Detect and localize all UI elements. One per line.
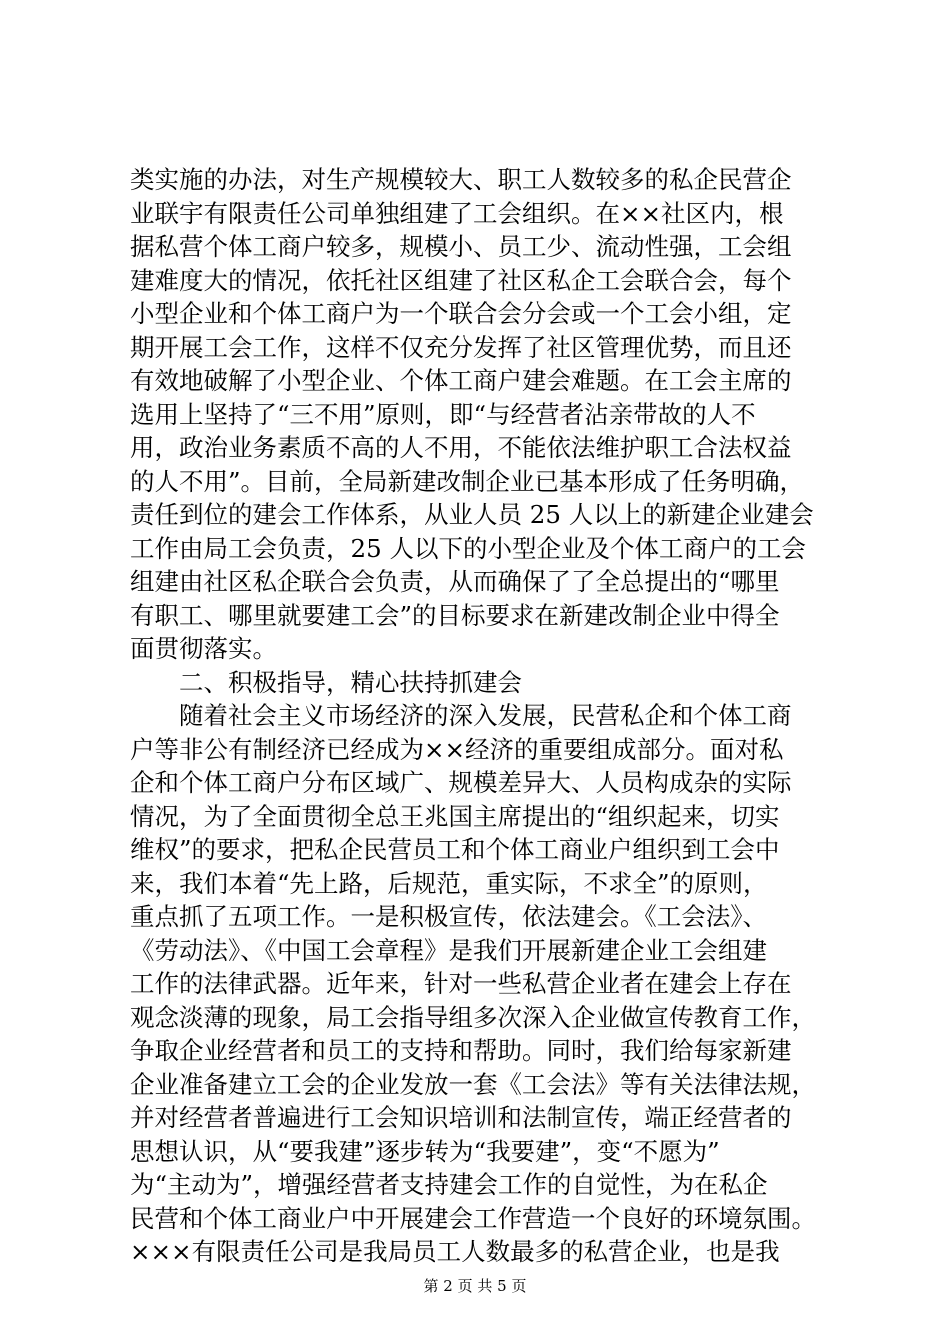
text-line: 维权”的要求，把私企民营员工和个体工商业户组织到工会中 [130, 835, 780, 864]
body-text [130, 163, 830, 1269]
text-line: 选用上坚持了“三不用”原则，即“与经营者沾亲带故的人不 [130, 399, 756, 429]
text-line: 用，政治业务素质不高的人不用，不能依法维护职工合法权益 [130, 433, 792, 462]
text-line: 思想认识，从“要我建”逐步转为“我要建”，变“不愿为” [130, 1136, 720, 1166]
text-line: 重点抓了五项工作。一是积极宣传，依法建会。《工会法》、 [130, 902, 767, 931]
text-line: 观念淡薄的现象，局工会指导组多次深入企业做宣传教育工作， [130, 1002, 816, 1032]
text-line: 据私营个体工商户较多，规模小、员工少、流动性强，工会组 [130, 232, 792, 261]
text-line: 并对经营者普遍进行工会知识培训和法制宣传，端正经营者的 [130, 1103, 792, 1132]
text-line: 《劳动法》、《中国工会章程》是我们开展新建企业工会组建 [130, 935, 767, 965]
text-line: 企和个体工商户分布区域广、规模差异大、人员构成杂的实际 [130, 768, 792, 797]
page-footer [0, 1276, 950, 1296]
text-line: 企业准备建立工会的企业发放一套《工会法》等有关法律法规， [130, 1069, 816, 1099]
section-heading: 二、积极指导，精心扶持抓建会 [130, 667, 522, 697]
text-line: 小型企业和个体工商户为一个联合会分会或一个工会小组，定 [130, 299, 792, 328]
page-number-label: 第 2 页 共 5 页 [423, 1277, 527, 1295]
text-line: 有效地破解了小型企业、个体工商户建会难题。在工会主席的 [130, 366, 792, 395]
text-line: 工作由局工会负责，25 人以下的小型企业及个体工商户的工会 [130, 533, 806, 563]
text-line: ×××有限责任公司是我局员工人数最多的私营企业，也是我 [130, 1237, 780, 1266]
text-line: 为“主动为”，增强经营者支持建会工作的自觉性，为在私企 [130, 1170, 768, 1199]
text-line: 面贯彻落实。 [130, 634, 277, 663]
text-line: 责任到位的建会工作体系，从业人员 25 人以上的新建企业建会 [130, 500, 814, 529]
text-line: 建难度大的情况，依托社区组建了社区私企工会联合会，每个 [130, 265, 792, 295]
text-line: 户等非公有制经济已经成为××经济的重要组成部分。面对私 [130, 734, 784, 764]
text-line: 业联宇有限责任公司单独组建了工会组织。在××社区内，根 [130, 198, 784, 228]
text-line: 期开展工会工作，这样不仅充分发挥了社区管理优势，而且还 [130, 332, 792, 362]
text-line: 组建由社区私企联合会负责，从而确保了了全总提出的“哪里 [130, 567, 780, 596]
text-line: 民营和个体工商业户中开展建会工作营造一个良好的环境氛围。 [130, 1203, 816, 1233]
text-line: 随着社会主义市场经济的深入发展，民营私企和个体工商 [130, 701, 792, 730]
text-line: 有职工、哪里就要建工会”的目标要求在新建改制企业中得全 [130, 600, 780, 630]
text-line: 来，我们本着“先上路，后规范，重实际，不求全”的原则， [130, 868, 768, 898]
text-line: 工作的法律武器。近年来，针对一些私营企业者在建会上存在 [130, 969, 792, 998]
text-line: 类实施的办法，对生产规模较大、职工人数较多的私企民营企 [130, 165, 792, 194]
text-line: 的人不用”。目前，全局新建改制企业已基本形成了任务明确， [130, 466, 805, 496]
text-line: 情况，为了全面贯彻全总王兆国主席提出的“组织起来，切实 [130, 801, 780, 831]
text-line: 争取企业经营者和员工的支持和帮助。同时，我们给每家新建 [130, 1036, 792, 1065]
